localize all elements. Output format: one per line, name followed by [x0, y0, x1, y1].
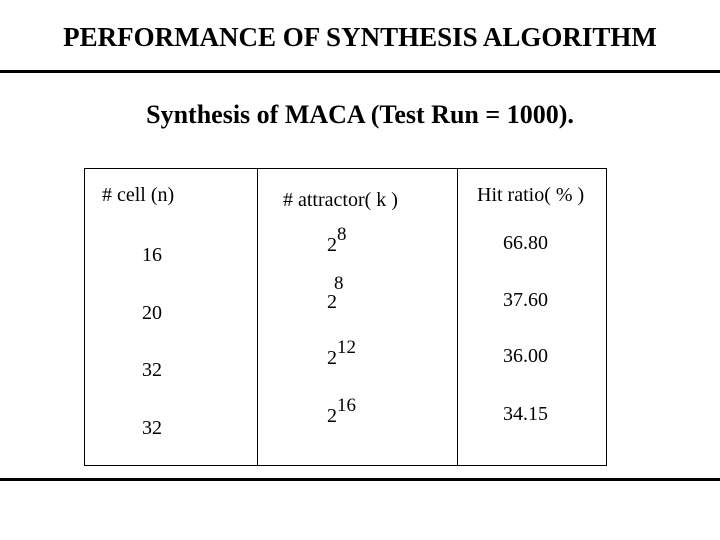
column-divider: [257, 169, 258, 465]
slide-title: PERFORMANCE OF SYNTHESIS ALGORITHM: [63, 22, 657, 52]
cell-attractor: [327, 395, 356, 428]
cell-count: 32: [142, 359, 162, 381]
cell-count: 20: [142, 302, 162, 324]
cell-hit-ratio: 37.60: [503, 289, 548, 311]
cell-attractor: [327, 224, 347, 257]
power-base: 2: [327, 347, 337, 369]
results-table: [84, 168, 607, 466]
header-hit-ratio: Hit ratio( % ): [477, 184, 585, 206]
cell-attractor: [327, 273, 344, 314]
column-divider: [457, 169, 458, 465]
top-divider: [0, 70, 720, 73]
cell-hit-ratio: 66.80: [503, 232, 548, 254]
power-base: 2: [327, 234, 337, 256]
power-exponent: 12: [337, 337, 356, 358]
power-exponent: 16: [337, 395, 356, 416]
cell-hit-ratio: 36.00: [503, 345, 548, 367]
cell-hit-ratio: 34.15: [503, 403, 548, 425]
power-base: 2: [327, 291, 337, 313]
header-cell-count: # cell (n): [102, 184, 175, 206]
cell-count: 32: [142, 417, 162, 439]
power-base: 2: [327, 405, 337, 427]
power-exponent: 8: [334, 273, 344, 294]
cell-attractor: [327, 337, 356, 370]
bottom-divider: [0, 478, 720, 481]
power-exponent: 8: [337, 224, 347, 245]
table-caption: Synthesis of MACA (Test Run = 1000).: [146, 100, 574, 129]
header-attractor: # attractor( k ): [283, 189, 398, 211]
cell-count: 16: [142, 244, 162, 266]
